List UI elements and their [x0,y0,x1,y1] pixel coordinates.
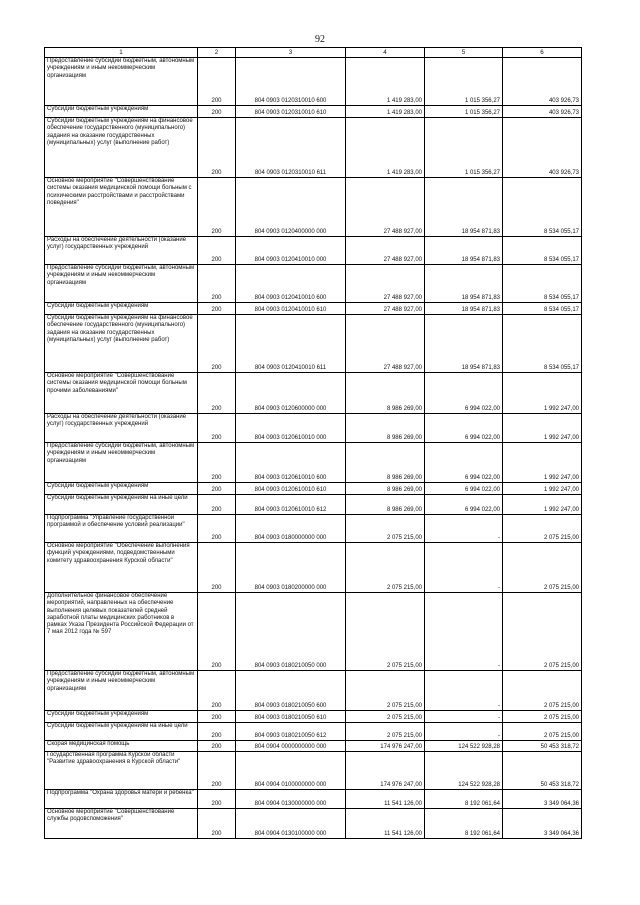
row-code-cell: 804 0904 0000000000 000 [236,741,346,752]
row-value-cell: 2 075 215,00 [503,723,582,741]
row-value-cell: 2 075 215,00 [346,671,425,711]
row-name-cell: Подпрограмма "Управление государственной программой и обеспечение условий реализации" [45,515,198,543]
table-row [45,178,582,237]
row-code-cell: 804 0903 0120610010 000 [236,414,346,443]
row-value-cell: 174 976 247,00 [346,752,425,790]
row-name-cell: Субсидии бюджетным учреждениям [45,303,198,315]
table-row [45,543,582,593]
column-header: 3 [236,48,346,58]
table-row [45,809,582,839]
row-section-cell: 200 [198,711,236,723]
row-value-cell: 11 541 126,00 [346,790,425,809]
row-value-cell: 6 994 022,00 [425,443,503,483]
row-code-cell: 804 0904 0130000000 000 [236,790,346,809]
row-name-cell: Субсидии бюджетным учреждениям на иные цели [45,723,198,741]
row-name-cell: Скорая медицинская помощь [45,741,198,752]
row-value-cell: - [425,723,503,741]
column-header: 6 [503,48,582,58]
row-value-cell: 2 075 215,00 [346,515,425,543]
row-section-cell: 200 [198,303,236,315]
row-value-cell: 18 954 871,83 [425,237,503,265]
row-value-cell: 8 192 061,64 [425,809,503,839]
row-value-cell: 18 954 871,83 [425,265,503,303]
row-value-cell: 27 488 927,00 [346,237,425,265]
row-value-cell: 403 926,73 [503,106,582,118]
row-value-cell: 8 986 269,00 [346,373,425,414]
row-section-cell: 200 [198,106,236,118]
row-value-cell: 1 992 247,00 [503,483,582,495]
row-name-cell: Основное мероприятие "Совершенствование службы родовспоможения" [45,809,198,839]
row-value-cell: 50 453 318,72 [503,752,582,790]
row-code-cell: 804 0903 0180210050 000 [236,593,346,671]
row-value-cell: 27 488 927,00 [346,315,425,373]
row-value-cell: 18 954 871,83 [425,315,503,373]
row-section-cell: 200 [198,752,236,790]
row-section-cell: 200 [198,741,236,752]
row-name-cell: Предоставление субсидий бюджетным, автономным учреждениям и иным некоммерческим организациям [45,443,198,483]
table-row [45,495,582,515]
row-value-cell: 8 534 055,17 [503,315,582,373]
table-row [45,118,582,178]
row-value-cell: 1 015 356,27 [425,106,503,118]
row-code-cell: 804 0903 0120310010 610 [236,106,346,118]
column-header: 4 [346,48,425,58]
row-name-cell: Предоставление субсидий бюджетным, автономным учреждениям и иным некоммерческим организациям [45,265,198,303]
row-code-cell: 804 0903 0180210050 612 [236,723,346,741]
table-body [45,58,582,839]
row-section-cell: 200 [198,723,236,741]
row-value-cell: 2 075 215,00 [503,543,582,593]
table-row [45,58,582,106]
table-row [45,711,582,723]
row-code-cell: 804 0903 0120600000 000 [236,373,346,414]
row-value-cell: 8 986 269,00 [346,443,425,483]
row-code-cell: 804 0903 0120410010 611 [236,315,346,373]
table-row [45,265,582,303]
table-row [45,237,582,265]
row-value-cell: 8 534 055,17 [503,265,582,303]
row-code-cell: 804 0903 0180200000 000 [236,543,346,593]
row-code-cell: 804 0903 0180000000 000 [236,515,346,543]
row-code-cell: 804 0903 0180210050 600 [236,671,346,711]
row-section-cell: 200 [198,373,236,414]
table-row [45,790,582,809]
table-row [45,106,582,118]
row-name-cell: Расходы на обеспечение деятельности (оказание услуг) государственных учреждений [45,414,198,443]
table-row [45,515,582,543]
row-value-cell: 2 075 215,00 [503,671,582,711]
row-value-cell: 27 488 927,00 [346,178,425,237]
row-section-cell: 200 [198,58,236,106]
row-section-cell: 200 [198,265,236,303]
row-value-cell: 2 075 215,00 [346,711,425,723]
row-value-cell: 8 534 055,17 [503,303,582,315]
row-value-cell: 1 419 283,00 [346,118,425,178]
row-section-cell: 200 [198,118,236,178]
row-code-cell: 804 0903 0120410010 610 [236,303,346,315]
row-value-cell: 6 994 022,00 [425,483,503,495]
row-section-cell: 200 [198,495,236,515]
row-value-cell: 3 349 064,36 [503,790,582,809]
row-code-cell: 804 0903 0120410010 000 [236,237,346,265]
row-section-cell: 200 [198,809,236,839]
row-section-cell: 200 [198,315,236,373]
row-value-cell: 11 541 126,00 [346,809,425,839]
row-value-cell: 1 992 247,00 [503,443,582,483]
column-header: 2 [198,48,236,58]
row-name-cell: Основное мероприятие "Совершенствование системы оказания медицинской помощи больным прочими заболеваниями" [45,373,198,414]
header-row [45,48,582,58]
row-section-cell: 200 [198,178,236,237]
row-value-cell: 8 534 055,17 [503,237,582,265]
row-value-cell: 8 986 269,00 [346,483,425,495]
row-name-cell: Основное мероприятие "Совершенствование системы оказания медицинской помощи больным с психическими расстройствами и расстройствами поведения" [45,178,198,237]
row-value-cell: 2 075 215,00 [503,711,582,723]
budget-table [44,47,582,839]
row-value-cell: 403 926,73 [503,58,582,106]
row-value-cell: - [425,543,503,593]
row-code-cell: 804 0904 0130100000 000 [236,809,346,839]
row-code-cell: 804 0903 0180210050 610 [236,711,346,723]
row-value-cell: 8 534 055,17 [503,178,582,237]
row-name-cell: Предоставление субсидий бюджетным, автономным учреждениям и иным некоммерческим организациям [45,58,198,106]
table-row [45,741,582,752]
row-value-cell: 1 015 356,27 [425,58,503,106]
row-value-cell: - [425,671,503,711]
row-value-cell: 2 075 215,00 [503,515,582,543]
row-value-cell: 1 992 247,00 [503,495,582,515]
row-code-cell: 804 0903 0120400000 000 [236,178,346,237]
row-section-cell: 200 [198,671,236,711]
row-value-cell: 1 992 247,00 [503,373,582,414]
table-row [45,303,582,315]
row-value-cell: 1 015 356,27 [425,118,503,178]
row-value-cell: 6 994 022,00 [425,495,503,515]
row-value-cell: 6 994 022,00 [425,414,503,443]
row-code-cell: 804 0903 0120310010 600 [236,58,346,106]
row-name-cell: Государственная программа Курской области "Развитие здравоохранения в Курской области" [45,752,198,790]
table-header [45,48,582,58]
row-value-cell: 27 488 927,00 [346,303,425,315]
table-row [45,483,582,495]
row-name-cell: Субсидии бюджетным учреждениям на финансовое обеспечение государственного (муниципального) задания на оказание государственных (муниципальных) услуг (выполнение работ) [45,118,198,178]
row-section-cell: 200 [198,443,236,483]
row-section-cell: 200 [198,483,236,495]
row-value-cell: - [425,593,503,671]
column-header: 1 [45,48,198,58]
row-value-cell: - [425,515,503,543]
row-code-cell: 804 0903 0120310010 611 [236,118,346,178]
row-name-cell: Субсидии бюджетным учреждениям на иные цели [45,495,198,515]
row-section-cell: 200 [198,790,236,809]
row-name-cell: Дополнительное финансовое обеспечение мероприятий, направленных на обеспечение выполнения целевых показателей средней заработной платы медицинских работников в рамках Указа Президента Российской Федерации от 7 мая 2012 года № 597 [45,593,198,671]
row-value-cell: 3 349 064,36 [503,809,582,839]
row-code-cell: 804 0904 0100000000 000 [236,752,346,790]
row-value-cell: 1 992 247,00 [503,414,582,443]
row-value-cell: 8 192 061,64 [425,790,503,809]
row-name-cell: Субсидии бюджетным учреждениям [45,483,198,495]
row-value-cell: 6 994 022,00 [425,373,503,414]
row-code-cell: 804 0903 0120610010 612 [236,495,346,515]
row-section-cell: 200 [198,593,236,671]
row-value-cell: 124 522 928,28 [425,741,503,752]
table-row [45,373,582,414]
page-number: 92 [315,34,325,45]
row-value-cell: 2 075 215,00 [346,593,425,671]
row-value-cell: 2 075 215,00 [346,543,425,593]
row-section-cell: 200 [198,414,236,443]
row-value-cell: 8 986 269,00 [346,495,425,515]
row-value-cell: 8 986 269,00 [346,414,425,443]
row-value-cell: 2 075 215,00 [503,593,582,671]
row-value-cell: - [425,711,503,723]
column-header: 5 [425,48,503,58]
row-section-cell: 200 [198,543,236,593]
row-name-cell: Предоставление субсидий бюджетным, автономным учреждениям и иным некоммерческим организациям [45,671,198,711]
row-name-cell: Расходы на обеспечение деятельности (оказание услуг) государственных учреждений [45,237,198,265]
row-section-cell: 200 [198,515,236,543]
table-row [45,593,582,671]
row-value-cell: 27 488 927,00 [346,265,425,303]
row-code-cell: 804 0903 0120610010 600 [236,443,346,483]
row-value-cell: 174 976 247,00 [346,741,425,752]
row-name-cell: Субсидии бюджетным учреждениям [45,711,198,723]
row-value-cell: 18 954 871,83 [425,303,503,315]
table-row [45,315,582,373]
table-row [45,671,582,711]
table-row [45,752,582,790]
row-value-cell: 1 419 283,00 [346,58,425,106]
table-row [45,414,582,443]
row-value-cell: 403 926,73 [503,118,582,178]
row-value-cell: 1 419 283,00 [346,106,425,118]
row-code-cell: 804 0903 0120610010 610 [236,483,346,495]
row-name-cell: Субсидии бюджетным учреждениям на финансовое обеспечение государственного (муниципального) задания на оказание государственных (муниципальных) услуг (выполнение работ) [45,315,198,373]
row-name-cell: Субсидии бюджетным учреждениям [45,106,198,118]
row-value-cell: 124 522 928,28 [425,752,503,790]
table-row [45,723,582,741]
row-value-cell: 18 954 871,83 [425,178,503,237]
row-code-cell: 804 0903 0120410010 600 [236,265,346,303]
row-section-cell: 200 [198,237,236,265]
row-value-cell: 2 075 215,00 [346,723,425,741]
row-value-cell: 50 453 318,72 [503,741,582,752]
row-name-cell: Подпрограмма "Охрана здоровья матери и ребенка" [45,790,198,809]
row-name-cell: Основное мероприятие "Обеспечение выполнения функций учреждениями, подведомственными комитету здравоохранения Курской области" [45,543,198,593]
table-row [45,443,582,483]
